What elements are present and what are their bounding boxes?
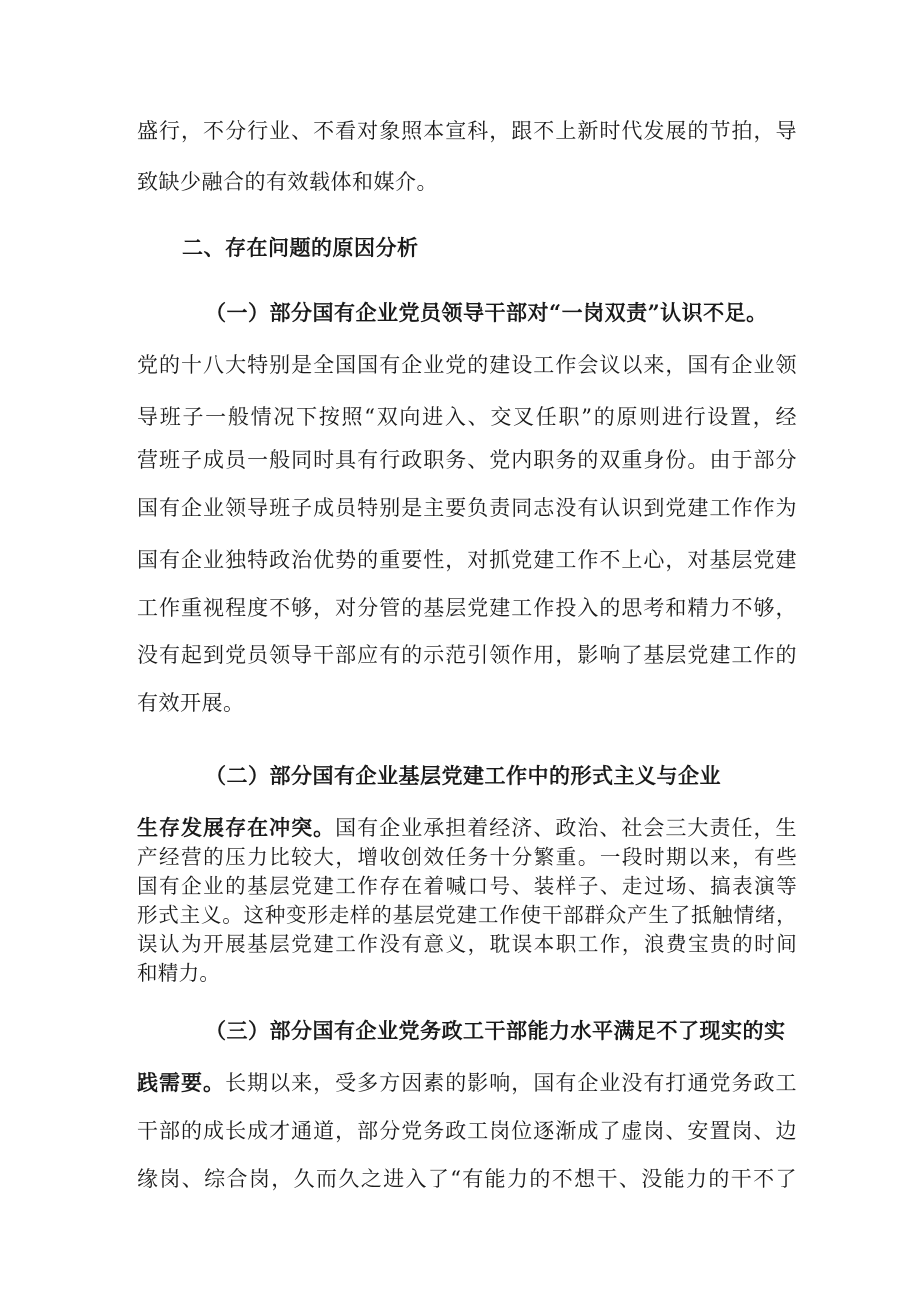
section-heading: 二、存在问题的原因分析 [182,235,419,260]
intro-line-1: 盛行，不分行业、不看对象照本宣科，跟不上新时代发展的节拍，导 [137,119,797,143]
item-three-line-1 [137,1068,797,1098]
intro-line-2: 致缺少融合的有效载体和媒介。 [137,170,438,194]
item-three-line-2: 干部的成长成才通道，部分党务政工岗位逐渐成了虚岗、安置岗、边 [137,1119,797,1143]
item-three-heading: （三）部分国有企业党务政工干部能力水平满足不了现实的实 [205,1018,786,1043]
item-two-first-line-rest: 国有企业承担着经济、政治、社会三大责任，生 [335,816,797,840]
item-one-line-2: 导班子一般情况下按照“双向进入、交叉任职”的原则进行设置，经 [137,405,797,429]
item-two-line-4: 形式主义。这种变形走样的基层党建工作使干部群众产生了抵触情绪， [137,903,797,927]
item-one-line-6: 工作重视程度不够，对分管的基层党建工作投入的思考和精力不够， [137,596,797,620]
item-one-line-4: 国有企业领导班子成员特别是主要负责同志没有认识到党建工作作为 [137,496,797,520]
item-three-heading-tail: 践需要。 [137,1070,226,1095]
item-two-heading-tail: 生存发展存在冲突。 [137,815,336,840]
item-three-first-line-rest: 长期以来，受多方因素的影响，国有企业没有打通党务政工 [225,1071,798,1095]
item-one-line-7: 没有起到党员领导干部应有的示范引领作用，影响了基层党建工作的 [137,643,797,667]
item-three-line-3: 缘岗、综合岗，久而久之进入了“有能力的不想干、没能力的干不了 [137,1167,797,1191]
item-two-heading: （二）部分国有企业基层党建工作中的形式主义与企业 [205,763,721,788]
item-two-line-6: 和精力。 [137,961,221,985]
item-two-line-3: 国有企业的基层党建工作存在着喊口号、装样子、走过场、搞表演等 [137,874,797,898]
item-one-heading: （一）部分国有企业党员领导干部对“一岗双责”认识不足。 [205,300,768,325]
item-one-line-8: 有效开展。 [137,691,245,715]
item-one-line-5: 国有企业独特政治优势的重要性，对抓党建工作不上心，对基层党建 [137,548,797,572]
item-two-line-1 [137,813,797,843]
item-two-line-5: 误认为开展基层党建工作没有意义，耽误本职工作，浪费宝贵的时间 [137,932,797,956]
item-one-line-3: 营班子成员一般同时具有行政职务、党内职务的双重身份。由于部分 [137,448,797,472]
item-one-line-1: 党的十八大特别是全国国有企业党的建设工作会议以来，国有企业领 [137,353,797,377]
item-two-line-2: 产经营的压力比较大，增收创效任务十分繁重。一段时期以来，有些 [137,845,797,869]
